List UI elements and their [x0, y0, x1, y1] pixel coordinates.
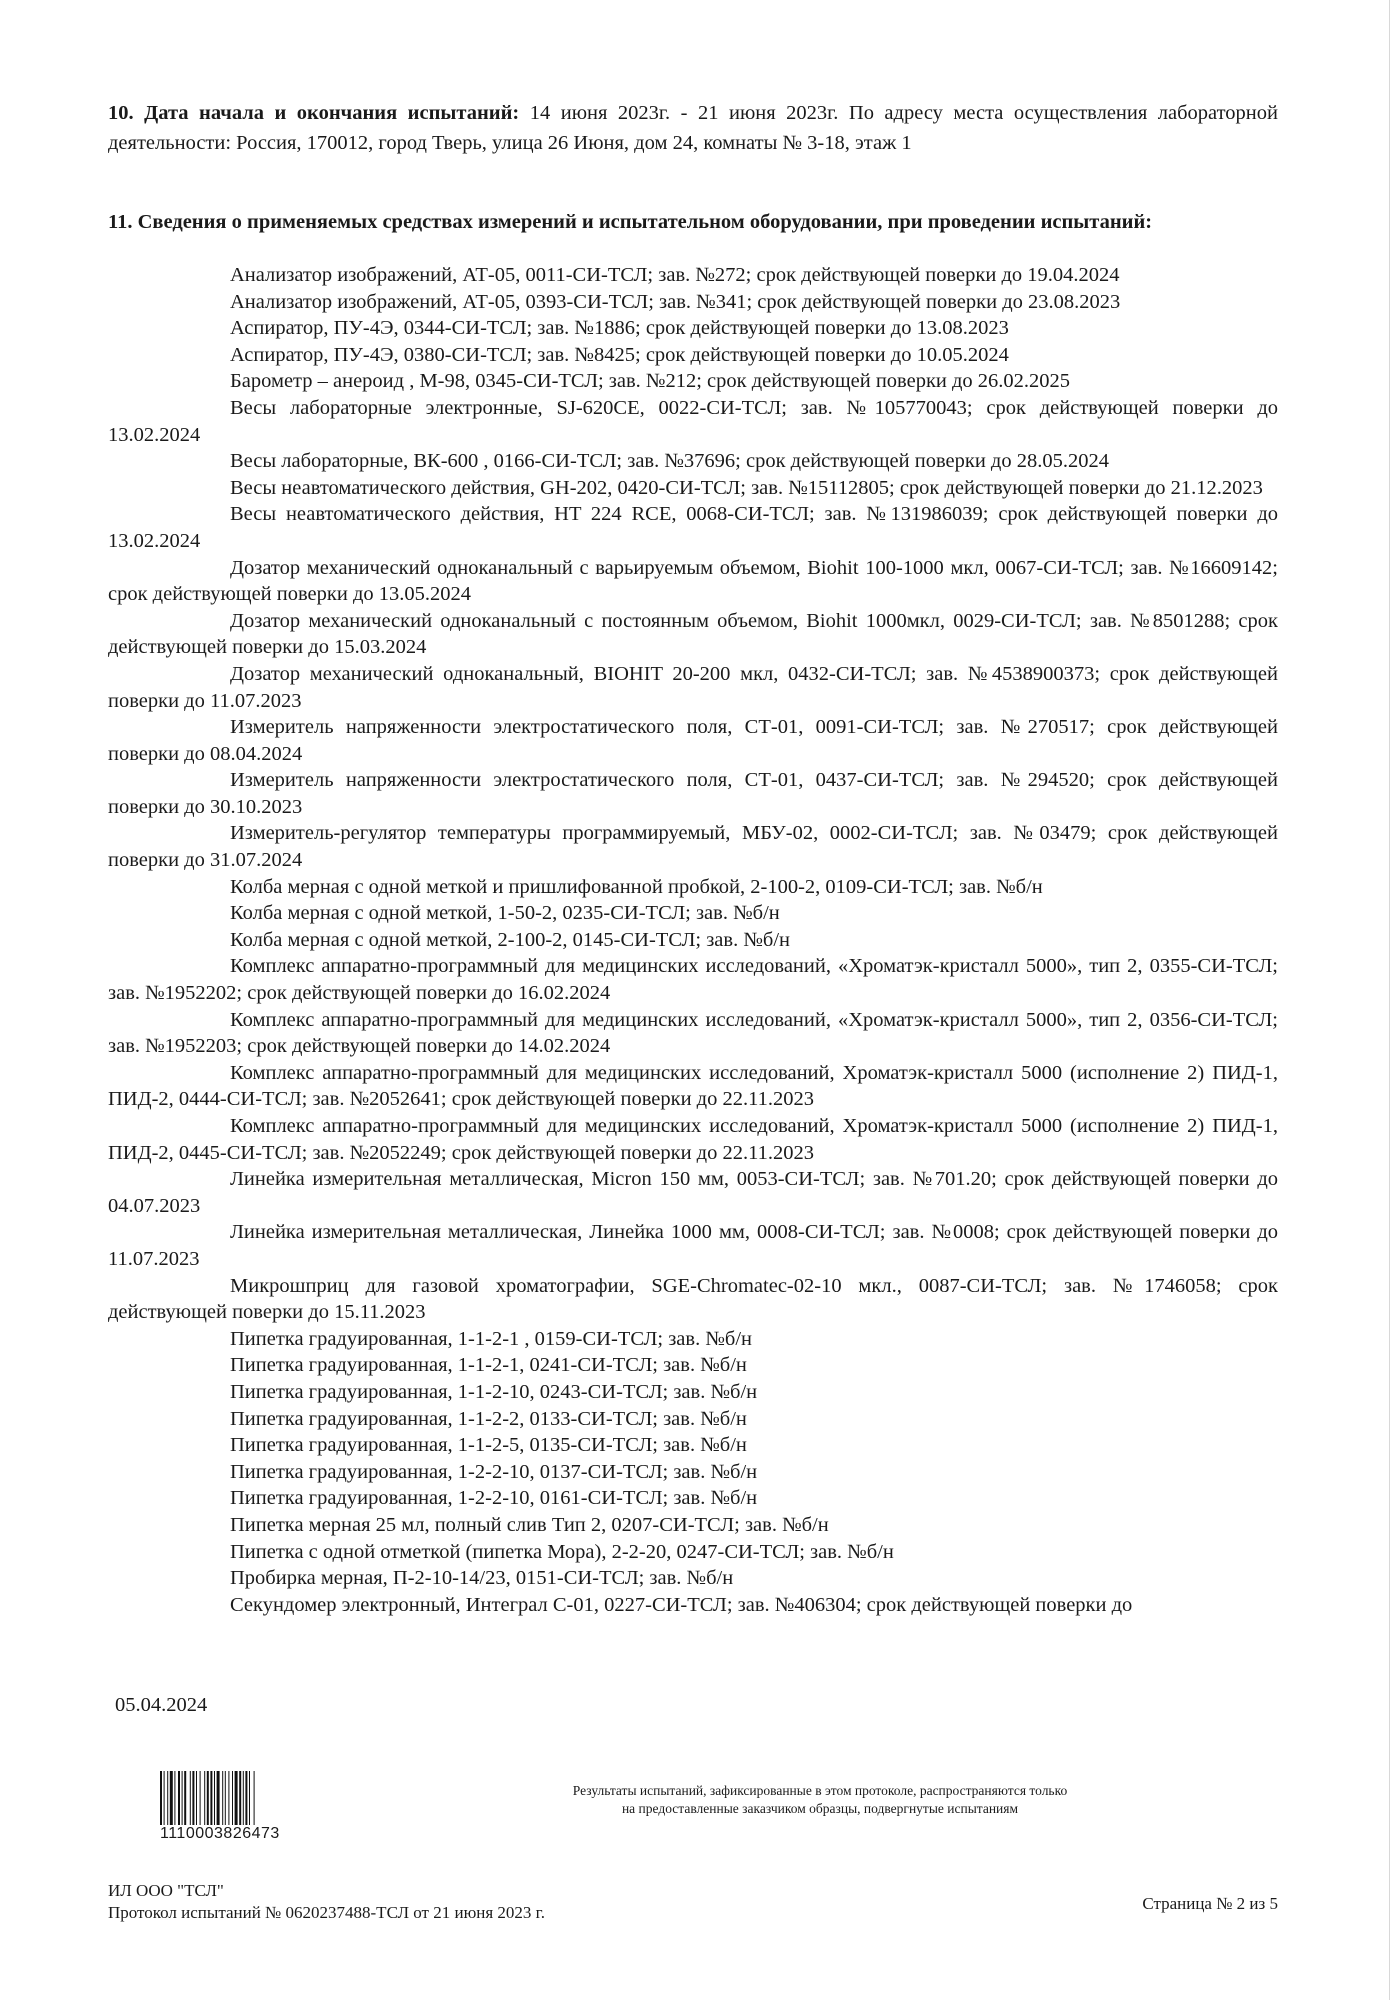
equipment-item — [108, 608, 1278, 661]
equipment-item — [108, 767, 1278, 820]
equipment-item-text: Анализатор изображений, АТ-05, 0011-СИ-ТСЛ; зав. №272; срок действующей поверки до 19.04.2024 — [230, 264, 1120, 286]
section-10 — [108, 98, 1278, 158]
equipment-item — [108, 368, 1278, 395]
equipment-item-text: Весы лабораторные, ВК-600 , 0166-СИ-ТСЛ; зав. №37696; срок действующей поверки до 28.05.2024 — [230, 450, 1109, 473]
equipment-item — [108, 1406, 1278, 1433]
equipment-item — [108, 501, 1278, 554]
barcode-bar — [192, 1771, 194, 1825]
equipment-item-text: Линейка измерительная металлическая, Линейка 1000 мм, 0008-СИ-ТСЛ; зав. №0008; срок действующей поверки до 11.07.2023 — [108, 1221, 1278, 1270]
equipment-item — [108, 315, 1278, 342]
equipment-item — [108, 1352, 1278, 1379]
equipment-item-text: Аспиратор, ПУ-4Э, 0380-СИ-ТСЛ; зав. №8425; срок действующей поверки до 10.05.2024 — [230, 343, 1009, 366]
barcode-bar — [249, 1771, 250, 1825]
equipment-item-text: Аспиратор, ПУ-4Э, 0344-СИ-ТСЛ; зав. №1886; срок действующей поверки до 13.08.2023 — [230, 317, 1009, 340]
equipment-item-text: Колба мерная с одной меткой и пришлифованной пробкой, 2-100-2, 0109-СИ-ТСЛ; зав. №б/н — [230, 875, 1043, 898]
equipment-item-text: Секундомер электронный, Интеграл С-01, 0227-СИ-ТСЛ; зав. №406304; срок действующей поверки до — [230, 1593, 1133, 1616]
equipment-item-text: Пипетка градуированная, 1-2-2-10, 0161-СИ-ТСЛ; зав. №б/н — [230, 1487, 758, 1510]
barcode-number: 1110003826473 — [160, 1825, 280, 1842]
equipment-item-text: Анализатор изображений, АТ-05, 0393-СИ-ТСЛ; зав. №341; срок действующей поверки до 23.08.2023 — [230, 290, 1121, 313]
barcode-bar — [204, 1771, 205, 1825]
barcode-bar — [222, 1771, 223, 1825]
equipment-item-text: Комплекс аппаратно-программный для медицинских исследований, Хроматэк-кристалл 5000 (исполнение 2) ПИД-1, ПИД-2, 0444-СИ-ТСЛ; зав. №2052641; срок действующей поверки до 22.11.2023 — [108, 1061, 1278, 1111]
equipment-item-text: Весы неавтоматического действия, HT 224 RCE, 0068-СИ-ТСЛ; зав. №131986039; срок действующей поверки до 13.02.2024 — [108, 503, 1278, 552]
equipment-item-text: Измеритель напряженности электростатического поля, СТ-01, 0091-СИ-ТСЛ; зав. №270517; срок действующей поверки до 08.04.2024 — [108, 716, 1278, 765]
equipment-item-text: Пипетка мерная 25 мл, полный слив Тип 2, 0207-СИ-ТСЛ; зав. №б/н — [230, 1513, 829, 1536]
barcode-bar — [182, 1771, 183, 1825]
equipment-item — [108, 1219, 1278, 1272]
equipment-item — [108, 1273, 1278, 1326]
equipment-item-text: Измеритель-регулятор температуры программируемый, МБУ-02, 0002-СИ-ТСЛ; зав. №03479; срок действующей поверки до 31.07.2024 — [108, 822, 1278, 872]
equipment-item — [108, 1432, 1278, 1459]
equipment-item-text: Барометр – анероид , М-98, 0345-СИ-ТСЛ; зав. №212; срок действующей поверки до 26.02.2025 — [230, 370, 1071, 393]
equipment-item — [108, 1007, 1278, 1060]
equipment-item — [108, 475, 1278, 502]
barcode-bar — [232, 1771, 233, 1825]
barcode-bar — [196, 1771, 197, 1825]
equipment-item — [108, 342, 1278, 369]
barcode-bar — [178, 1771, 180, 1825]
equipment-item — [108, 874, 1278, 901]
equipment-item-text: Комплекс аппаратно-программный для медицинских исследований, «Хроматэк-кристалл 5000», тип 2, 0356-СИ-ТСЛ; зав. №1952203; срок действующей поверки до 14.02.2024 — [108, 1008, 1278, 1058]
page-edge-line — [1389, 0, 1390, 2000]
equipment-item — [108, 953, 1278, 1006]
barcode-bar — [245, 1771, 247, 1825]
barcode-bar — [200, 1771, 201, 1825]
equipment-item-text: Комплекс аппаратно-программный для медицинских исследований, «Хроматэк-кристалл 5000», тип 2, 0355-СИ-ТСЛ; зав. №1952202; срок действующей поверки до 16.02.2024 — [108, 955, 1278, 1005]
disclaimer-line-1: Результаты испытаний, зафиксированные в этом протоколе, распространяются только — [572, 1783, 1068, 1798]
section-11-number: 11. — [108, 211, 133, 233]
page-number: Страница № 2 из 5 — [1142, 1894, 1278, 1913]
equipment-item-text: Измеритель напряженности электростатического поля, СТ-01, 0437-СИ-ТСЛ; зав. №294520; срок действующей поверки до 30.10.2023 — [108, 769, 1278, 818]
equipment-item — [108, 927, 1278, 954]
equipment-item-text: Пробирка мерная, П-2-10-14/23, 0151-СИ-ТСЛ; зав. №б/н — [230, 1567, 734, 1590]
barcode-bar — [190, 1771, 191, 1825]
section-10-number: 10. — [108, 102, 134, 124]
equipment-item-text: Колба мерная с одной меткой, 1-50-2, 0235-СИ-ТСЛ; зав. №б/н — [230, 902, 780, 925]
equipment-item — [108, 1539, 1278, 1566]
barcode-bar — [210, 1771, 212, 1825]
equipment-item-text: Весы неавтоматического действия, GH-202, 0420-СИ-ТСЛ; зав. №15112805; срок действующей поверки до 21.12.2023 — [230, 476, 1263, 499]
barcode-bar — [170, 1771, 173, 1825]
last-item-date: 05.04.2024 — [115, 1694, 208, 1716]
equipment-item — [108, 1326, 1278, 1353]
barcode-bar — [243, 1771, 244, 1825]
equipment-item-text: Дозатор механический одноканальный с постоянным объемом, Biohit 1000мкл, 0029-СИ-ТСЛ; зав. №8501288; срок действующей поверки до 15.03.2024 — [108, 609, 1278, 659]
barcode-bar — [217, 1771, 220, 1825]
barcode-bar — [174, 1771, 175, 1825]
equipment-item-text: Пипетка градуированная, 1-1-2-2, 0133-СИ-ТСЛ; зав. №б/н — [230, 1407, 747, 1430]
equipment-list — [108, 262, 1278, 1618]
equipment-item-text: Пипетка градуированная, 1-1-2-5, 0135-СИ-ТСЛ; зав. №б/н — [230, 1434, 747, 1457]
section-10-heading: Дата начала и окончания испытаний: — [144, 102, 520, 124]
equipment-item — [108, 661, 1278, 714]
equipment-item — [108, 262, 1278, 289]
footer-org: ИЛ ООО "ТСЛ" — [108, 1881, 224, 1900]
equipment-item-text: Весы лабораторные электронные, SJ-620CE, 0022-СИ-ТСЛ; зав. №105770043; срок действующей поверки до 13.02.2024 — [108, 396, 1278, 446]
results-disclaimer — [500, 1782, 1140, 1818]
equipment-item — [108, 1379, 1278, 1406]
barcode-bar — [239, 1771, 241, 1825]
barcode-bar — [164, 1771, 165, 1825]
equipment-item-text: Пипетка с одной отметкой (пипетка Мора), 2-2-20, 0247-СИ-ТСЛ; зав. №б/н — [230, 1540, 894, 1563]
section-11-heading: Сведения о применяемых средствах измерений и испытательном оборудовании, при проведении испытаний: — [137, 211, 1153, 233]
barcode-bar — [207, 1771, 209, 1825]
barcode-bar — [228, 1771, 229, 1825]
equipment-item — [108, 1565, 1278, 1592]
section-10-text: 14 июня 2023г. - 21 июня 2023г. По адресу места осуществления лабораторной деятельности: Россия, 170012, город Тверь, улица 26 Июня, дом 24, комнаты № 3-18, этаж 1 — [108, 102, 1278, 154]
section-11 — [108, 207, 1278, 237]
equipment-item-text: Пипетка градуированная, 1-1-2-1, 0241-СИ-ТСЛ; зав. №б/н — [230, 1354, 747, 1377]
footer-left — [108, 1880, 545, 1924]
equipment-item — [108, 714, 1278, 767]
equipment-item — [108, 289, 1278, 316]
equipment-item — [108, 555, 1278, 608]
barcode-bar — [184, 1771, 186, 1825]
equipment-item-text: Дозатор механический одноканальный с варьируемым объемом, Biohit 100-1000 мкл, 0067-СИ-ТСЛ; зав. №16609142; срок действующей поверки до 13.05.2024 — [108, 556, 1278, 606]
equipment-item-text: Пипетка градуированная, 1-1-2-1 , 0159-СИ-ТСЛ; зав. №б/н — [230, 1327, 752, 1350]
equipment-item-text: Дозатор механический одноканальный, BIOHIT 20-200 мкл, 0432-СИ-ТСЛ; зав. №4538900373; срок действующей поверки до 11.07.2023 — [108, 662, 1278, 712]
equipment-item — [108, 900, 1278, 927]
equipment-item — [108, 448, 1278, 475]
barcode-image — [160, 1771, 300, 1825]
equipment-item — [108, 820, 1278, 873]
equipment-item — [108, 395, 1278, 448]
equipment-item-text: Колба мерная с одной меткой, 2-100-2, 0145-СИ-ТСЛ; зав. №б/н — [230, 928, 790, 951]
equipment-item — [108, 1512, 1278, 1539]
barcode-bar — [235, 1771, 238, 1825]
footer-protocol: Протокол испытаний № 0620237488-ТСЛ от 21 июня 2023 г. — [108, 1903, 545, 1922]
equipment-item-text: Линейка измерительная металлическая, Micron 150 мм, 0053-СИ-ТСЛ; зав. №701.20; срок действующей поверки до 04.07.2023 — [108, 1168, 1278, 1217]
equipment-item — [108, 1459, 1278, 1486]
barcode-bar — [214, 1771, 215, 1825]
equipment-item-text: Комплекс аппаратно-программный для медицинских исследований, Хроматэк-кристалл 5000 (исполнение 2) ПИД-1, ПИД-2, 0445-СИ-ТСЛ; зав. №2052249; срок действующей поверки до 22.11.2023 — [108, 1115, 1278, 1164]
equipment-item-text: Микрошприц для газовой хроматографии, SGE-Chromatec-02-10 мкл., 0087-СИ-ТСЛ; зав. №1746058; срок действующей поверки до 15.11.2023 — [108, 1274, 1278, 1324]
barcode-bar — [167, 1771, 168, 1825]
equipment-item — [108, 1592, 1278, 1619]
barcode-bar — [225, 1771, 226, 1825]
equipment-item — [108, 1113, 1278, 1166]
disclaimer-line-2: на предоставленные заказчиком образцы, подвергнутые испытаниям — [621, 1801, 1019, 1816]
equipment-item — [108, 1485, 1278, 1512]
equipment-item-text: Пипетка градуированная, 1-2-2-10, 0137-СИ-ТСЛ; зав. №б/н — [230, 1460, 758, 1483]
equipment-item — [108, 1166, 1278, 1219]
barcode-bar — [160, 1771, 162, 1825]
barcode-bar — [254, 1771, 255, 1825]
equipment-item — [108, 1060, 1278, 1113]
equipment-item-text: Пипетка градуированная, 1-1-2-10, 0243-СИ-ТСЛ; зав. №б/н — [230, 1380, 758, 1403]
